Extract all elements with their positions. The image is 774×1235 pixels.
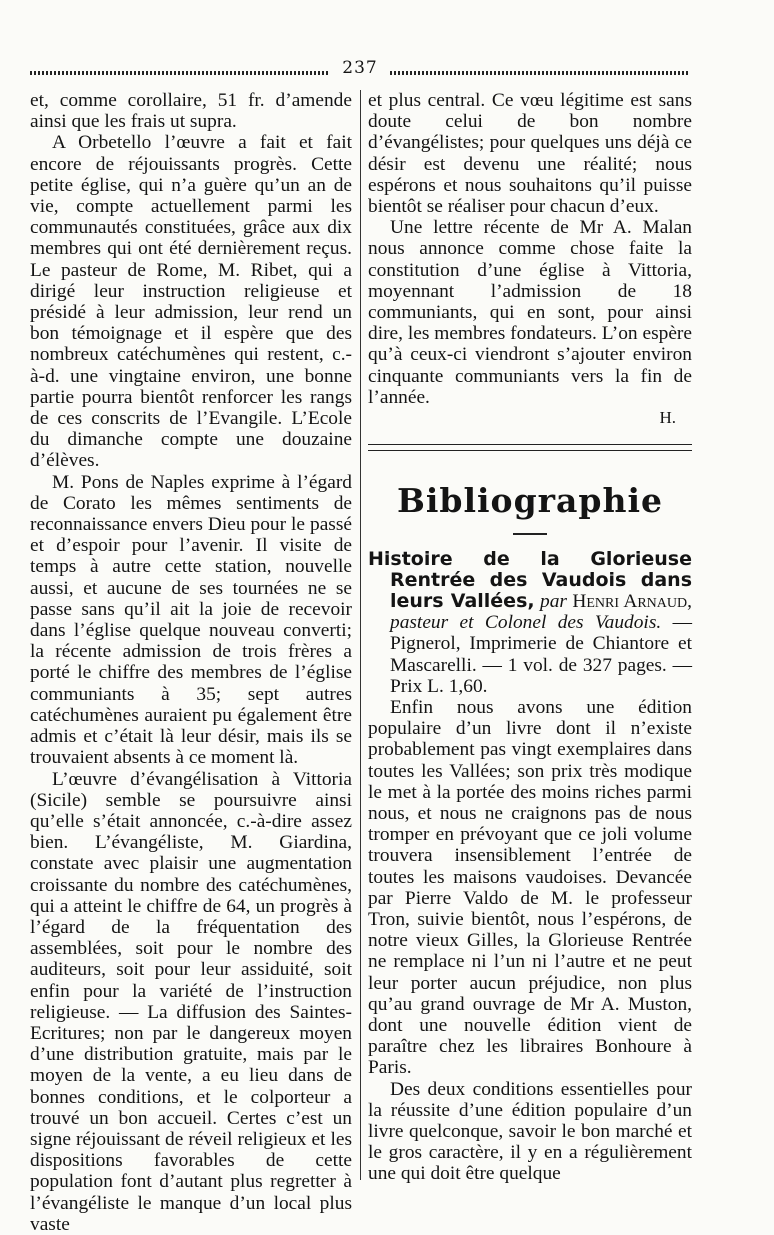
section-divider <box>368 444 692 451</box>
left-column <box>30 90 352 1235</box>
paragraph: Des deux conditions essentielles pour la réussite d’une édition populaire d’un livre quelconque, savoir le bon marché et le gros caractère, il y en a régulièrement une qui doit être quelque <box>368 1078 692 1185</box>
book-author: Henri Arnaud, <box>572 590 692 612</box>
page-number: 237 <box>342 58 378 78</box>
page-header <box>30 58 690 80</box>
paragraph: Une lettre récente de Mr A. Malan nous annonce comme chose faite la constitution d’une église à Vittoria, moyennant l’admission de 18 communiants, qui en sont, pour ainsi dire, les membres fondateurs. L’on espère qu’à ceux-ci viendront s’ajouter environ cinquante communiants vers la fin de l’année. <box>368 217 692 408</box>
book-by: par <box>540 590 567 612</box>
book-reference <box>368 549 692 697</box>
title-underline <box>513 533 547 535</box>
header-rule-right <box>390 71 690 75</box>
book-title: Histoire de la Glorieuse Rentrée des Vaudois dans leurs Vallées, <box>368 547 692 612</box>
author-signature: H. <box>659 408 676 428</box>
book-imprint: — Pignerol, Imprimerie de Chiantore et Mascarelli. — 1 vol. de 327 pages. — Prix L. 1,60. <box>390 612 692 697</box>
paragraph: et, comme corollaire, 51 fr. d’amende ainsi que les frais ut supra. <box>30 90 352 133</box>
book-author-role: pasteur et Colonel des Vaudois. <box>390 612 662 634</box>
paragraph: L’œuvre d’évangélisation à Vittoria (Sicile) semble se poursuivre ainsi qu’elle s’était annoncée, c.-à-dire assez bien. L’évangéliste, M. Giardina, constate avec plaisir une augmentation croissante du nombre des catéchumènes, qui a atteint le chiffre de 64, un progrès à l’égard de la fréquentation des assemblées, soit pour le nombre des auditeurs, soit pour leur assiduité, soit enfin pour la variété de l’instruction religieuse. — La diffusion des Saintes-Ecritures; non par le dangereux moyen d’une distribution gratuite, mais par le moyen de la vente, a eu lieu dans de bonnes conditions, et le colporteur a trouvé un bon accueil. Certes c’est un signe réjouissant de réveil religieux et les dispositions favorables de cette population font d’autant plus regretter à l’évangéliste le manque d’un local plus vaste <box>30 768 352 1235</box>
paragraph: et plus central. Ce vœu légitime est sans doute celui de bon nombre d’évangélistes; pour quelques uns déjà ce désir est devenu une réalité; nous espérons et nous souhaitons qu’il puisse bientôt se réaliser pour chacun d’eux. <box>368 90 692 218</box>
right-column <box>368 90 692 1185</box>
section-title: Bibliographie <box>396 481 664 521</box>
header-rule-left <box>30 71 330 75</box>
paragraph: A Orbetello l’œuvre a fait et fait encore de réjouissants progrès. Cette petite église, qui n’a guère qu’un an de vie, compte actuellement parmi les communautés constituées, grâce aux dix membres qui ont été dernièrement reçus. Le pasteur de Rome, M. Ribet, qui a dirigé leur instruction religieuse et présidé à leur admission, leur rend un bon témoignage et il espère que des nombreux catéchumènes qui restent, c.-à-d. une vingtaine environ, une bonne partie pourra bientôt renforcer les rangs de ces conscrits de l’Evangile. L’Ecole du dimanche compte une douzaine d’élèves. <box>30 132 352 472</box>
paragraph: Enfin nous avons une édition populaire d’un livre dont il n’existe probablement pas vingt exemplaires dans toutes les Vallées; son prix très modique le met à la portée des moins riches parmi nous, et nous ne craignons pas de nous tromper en prévoyant que ce joli volume trouvera insensiblement l’entrée de toutes les maisons vaudoises. Devancée par Pierre Valdo de M. le professeur Tron, suivie bientôt, nous l’espérons, de notre vieux Gilles, la Glorieuse Rentrée ne remplace ni l’un ni l’autre et ne peut leur porter aucun préjudice, non plus qu’au grand ouvrage de Mr A. Muston, dont une nouvelle édition vient de paraître chez les libraires Bonhoure à Paris. <box>368 696 692 1079</box>
column-divider <box>360 90 361 1180</box>
paragraph: M. Pons de Naples exprime à l’égard de Corato les mêmes sentiments de reconnaissance envers Dieu pour le passé et d’espoir pour l’avenir. Il visite de temps à autre cette station, nouvelle aussi, et aucune de ses tournées ne se passe sans qu’il ait la joie de recevoir dans l’église quelque nouveau converti; la récente admission de trois frères a porté le chiffre des membres de l’église communiants à 35; sept autres catéchumènes auraient pu également être admis et c’était là leur désir, mais ils se trouvaient absents à ce moment là. <box>30 471 352 769</box>
